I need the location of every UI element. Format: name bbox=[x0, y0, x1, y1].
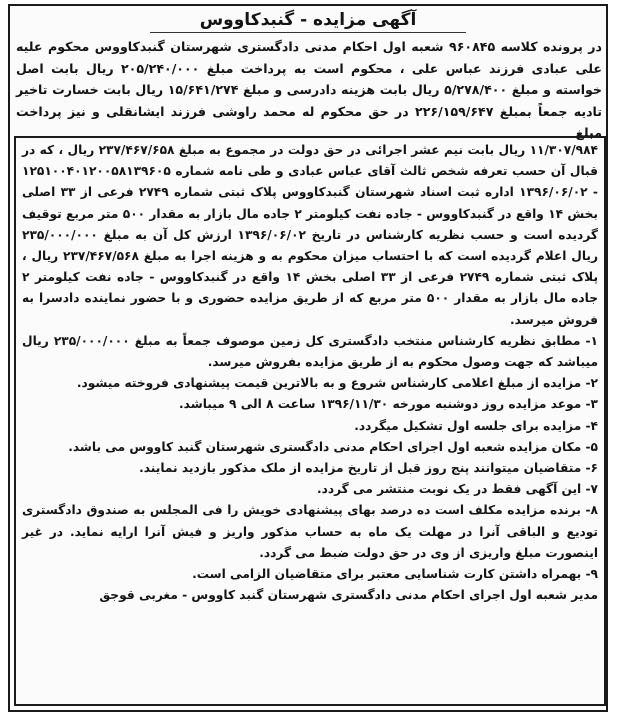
notice-body-box bbox=[14, 136, 606, 706]
clause-3: ۳- موعد مزایده روز دوشنبه مورخه ۱۳۹۶/۱۱/۳۰ ساعت ۸ الی ۹ میباشد. bbox=[179, 397, 598, 412]
clause-7: ۷- این آگهی فقط در یک نوبت منتشر می گردد. bbox=[316, 482, 598, 497]
clause-1: ۱- مطابق نظریه کارشناس منتخب دادگستری کل زمین موصوف جمعاً به مبلغ ۲۳۵/۰۰۰/۰۰۰ ریال میباشد که جهت وصول محکوم به از طریق مزایده بفروش میرسد. bbox=[22, 333, 598, 370]
notice-body: ۱۱/۳۰۷/۹۸۴ ریال بابت نیم عشر اجرائی در حق دولت در مجموع به مبلغ ۲۳۷/۴۶۷/۶۵۸ ریال ، که در قبال آن حسب تعرفه شخص ثالث آقای عباس عبادی و طی نامه شماره ۱۲۵۱۰۰۴۰۱۲۰۰۵۸۱۳۹۶۰۵ - ۱۳۹۶/۰۶/۰۲ اداره ثبت اسناد شهرستان گنبدکاووس پلاک ثبتی شماره ۲۷۴۹ فرعی از ۳۳ اصلی بخش ۱۴ واقع در گنبدکاووس - جاده نفت کیلومتر ۲ جاده مال بازار به مقدار ۵۰۰ متر مربع توقیف گردیده است و حسب نظریه کارشناس در تاریخ ۱۳۹۶/۰۶/۰۲ ارزش کل آن به مبلغ ۲۳۵/۰۰۰/۰۰۰ ریال اعلام گردیده است که با احتساب میزان محکوم به و هزینه اجرا به مبلغ ۲۳۷/۴۶۷/۵۶۸ ریال ، پلاک ثبتی شماره ۲۷۴۹ فرعی از ۳۳ اصلی بخش ۱۴ واقع در گنبدکاووس - جاده نفت کیلومتر ۲ جاده مال بازار به مقدار ۵۰۰ متر مربع که از طریق مزایده حضوری و با حضور نماینده دادسرا به فروش میرسد. bbox=[22, 143, 599, 327]
notice-title: آگهی مزایده - گنبدکاووس bbox=[150, 6, 466, 33]
clause-4: ۴- مزایده برای جلسه اول تشکیل میگردد. bbox=[354, 418, 598, 433]
notice-intro: در پرونده کلاسه ۹۶۰۸۴۵ شعبه اول احکام مدنی دادگستری شهرستان گنبدکاووس محکوم علیه علی عبادی فرزند عباس علی ، محکوم است به پرداخت مبلغ ۲۰۵/۲۴۰/۰۰۰ ریال بابت اصل خواسته و مبلغ ۵/۲۷۸/۴۰۰ ریال بابت هزینه دادرسی و مبلغ ۱۵/۶۴۱/۲۷۴ ریال بابت خسارت تاخیر تادیه جمعاً بمبلغ ۲۲۶/۱۵۹/۶۴۷ در حق محکوم له محمد راوشی فرزند ایشانقلی و نیز پرداخت مبلغ bbox=[16, 39, 602, 140]
clause-2: ۲- مزایده از مبلغ اعلامی کارشناس شروع و به بالاترین قیمت پیشنهادی فروخته میشود. bbox=[76, 376, 598, 391]
signature: مدیر شعبه اول اجرای احکام مدنی دادگستری شهرستان گنبد کاووس - مغربی قوجق bbox=[99, 588, 598, 603]
clause-6: ۶- متقاضیان میتوانند پنج روز قبل از تاریخ مزایده از ملک مذکور بازدید نمایند. bbox=[139, 461, 598, 476]
clause-5: ۵- مکان مزایده شعبه اول اجرای احکام مدنی دادگستری شهرستان گنبد کاووس می باشد. bbox=[68, 439, 598, 454]
clause-8: ۸- برنده مزایده مکلف است ده درصد بهای پیشنهادی خویش را فی المجلس به صندوق دادگستری تودیع و الباقی آنرا در مهلت یک ماه به حساب مذکور واریز و فیش آنرا ارایه نماید. در غیر اینصورت مبلغ واریزی از وی در حق دولت ضبط می گردد. bbox=[22, 503, 598, 560]
auction-notice bbox=[8, 4, 608, 712]
clause-9: ۹- بهمراه داشتن کارت شناسایی معتبر برای متقاضیان الزامی است. bbox=[192, 567, 598, 582]
